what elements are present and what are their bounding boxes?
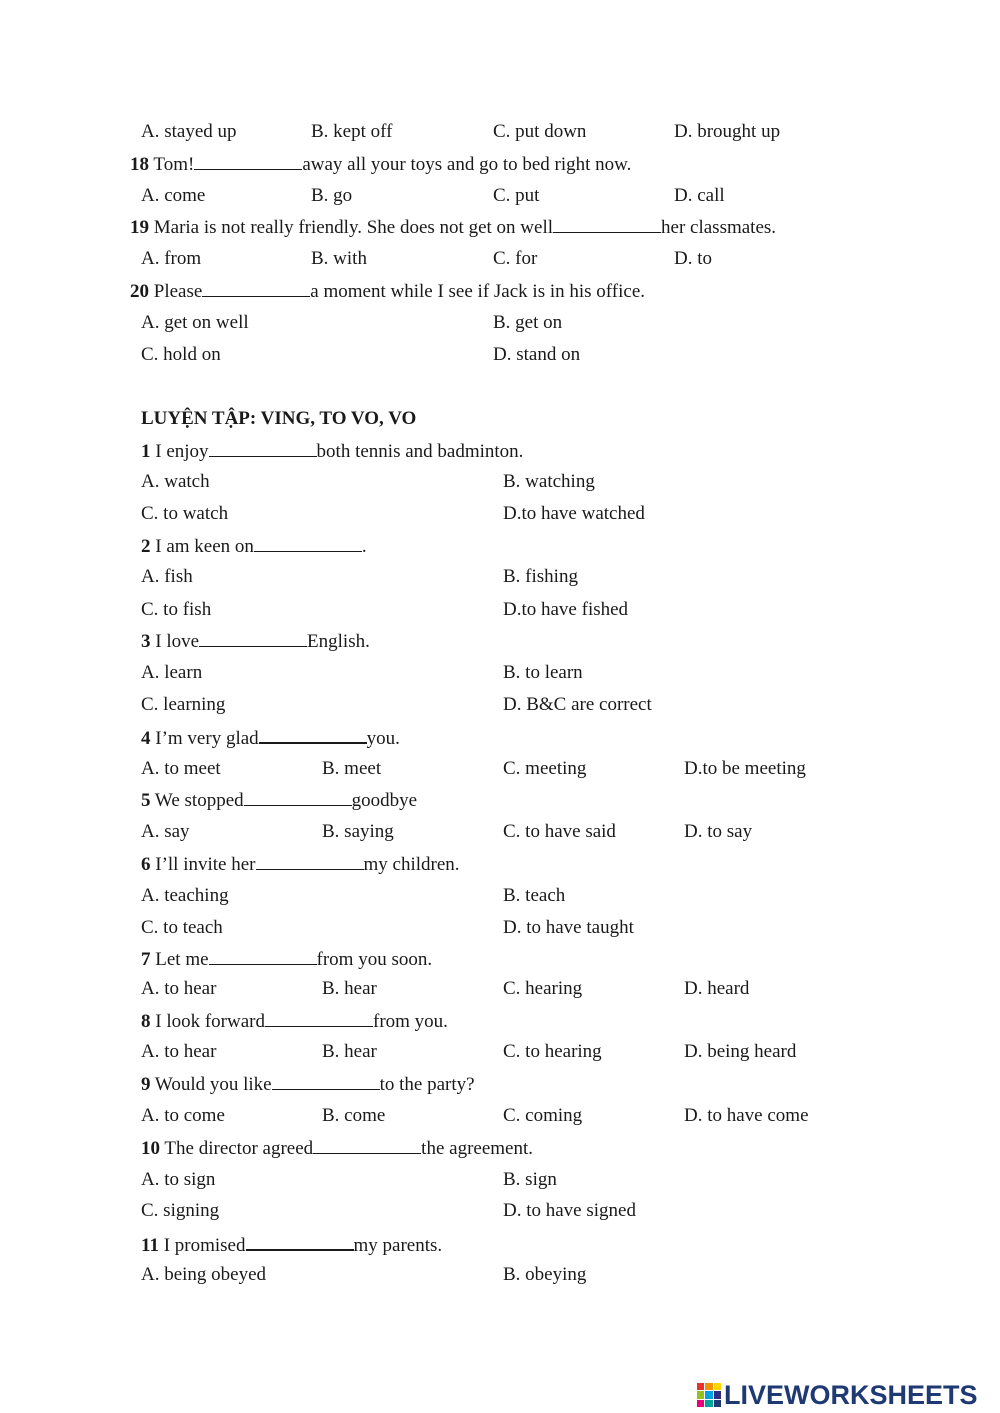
- question-text: I love: [155, 631, 200, 652]
- question-number: 1: [141, 441, 151, 462]
- question-text: from you soon.: [316, 949, 433, 970]
- question-number: 7: [141, 949, 151, 970]
- option-b: B. come: [322, 1105, 386, 1126]
- liveworksheets-logo: [697, 1380, 978, 1410]
- option-b: B. watching: [503, 471, 595, 492]
- option-a: A. fish: [141, 566, 193, 587]
- option-b: B. with: [311, 248, 367, 269]
- question-text: Please: [153, 281, 203, 302]
- option-b: B. hear: [322, 978, 377, 999]
- answer-blank[interactable]: [265, 1010, 373, 1027]
- answer-blank[interactable]: [209, 948, 317, 965]
- answer-blank[interactable]: [259, 726, 367, 744]
- answer-blank[interactable]: [194, 153, 302, 170]
- option-c: C. to teach: [141, 917, 223, 938]
- option-d: D. B&C are correct: [503, 694, 652, 715]
- option-b: B. get on: [493, 312, 563, 333]
- question-19: [130, 216, 776, 239]
- option-b: B. go: [311, 185, 353, 206]
- question-text: I promised: [163, 1235, 246, 1256]
- option-a: A. to come: [141, 1105, 225, 1126]
- answer-blank[interactable]: [553, 216, 661, 233]
- question-text: .: [361, 536, 367, 557]
- logo-square: [697, 1400, 704, 1407]
- question-number: 19: [130, 217, 149, 238]
- option-a: A. from: [141, 248, 202, 269]
- option-a: A. to meet: [141, 758, 221, 779]
- logo-square: [714, 1400, 721, 1407]
- option-d: D. to have taught: [503, 917, 634, 938]
- question-text: my children.: [363, 854, 460, 875]
- answer-blank[interactable]: [202, 280, 310, 297]
- question-5: [141, 789, 417, 812]
- option-b: B. meet: [322, 758, 382, 779]
- option-b: B. kept off: [311, 121, 393, 142]
- question-number: 3: [141, 631, 151, 652]
- question-3: [141, 630, 370, 653]
- option-c: C. to hearing: [503, 1041, 602, 1062]
- question-text: goodbye: [351, 790, 418, 811]
- answer-blank[interactable]: [256, 853, 364, 870]
- question-number: 10: [141, 1138, 160, 1159]
- option-d: D. stand on: [493, 344, 581, 365]
- question-8: [141, 1010, 448, 1033]
- question-text: I am keen on: [155, 536, 254, 557]
- question-10: [141, 1137, 533, 1160]
- option-d: D.to be meeting: [684, 758, 806, 779]
- option-a: A. to hear: [141, 1041, 217, 1062]
- section-heading: LUYỆN TẬP: VING, TO VO, VO: [141, 408, 417, 429]
- logo-square: [705, 1391, 712, 1398]
- question-7: [141, 948, 432, 971]
- option-d: D. call: [674, 185, 725, 206]
- question-text: her classmates.: [661, 217, 777, 238]
- question-number: 2: [141, 536, 151, 557]
- option-c: C. to fish: [141, 599, 212, 620]
- option-d: D.to have fished: [503, 599, 629, 620]
- answer-blank[interactable]: [209, 440, 317, 457]
- question-text: English.: [307, 631, 370, 652]
- question-text: my parents.: [353, 1235, 443, 1256]
- option-c: C. to watch: [141, 503, 229, 524]
- option-d: D. to: [674, 248, 712, 269]
- question-text: a moment while I see if Jack is in his office.: [310, 281, 645, 302]
- question-number: 9: [141, 1074, 151, 1095]
- option-a: A. get on well: [141, 312, 249, 333]
- question-11: [141, 1233, 442, 1257]
- answer-blank[interactable]: [246, 1233, 354, 1251]
- question-2: [141, 535, 367, 558]
- question-text: Maria is not really friendly. She does not get on well: [153, 217, 554, 238]
- option-a: A. learn: [141, 662, 203, 683]
- logo-square: [705, 1383, 712, 1390]
- question-number: 6: [141, 854, 151, 875]
- option-c: C. coming: [503, 1105, 583, 1126]
- answer-blank[interactable]: [313, 1137, 421, 1154]
- question-number: 18: [130, 154, 149, 175]
- option-b: B. obeying: [503, 1264, 587, 1285]
- question-text: from you.: [373, 1011, 448, 1032]
- question-text: the agreement.: [421, 1138, 534, 1159]
- question-number: 20: [130, 281, 149, 302]
- question-1: [141, 440, 523, 463]
- question-9: [141, 1073, 475, 1096]
- option-a: A. say: [141, 821, 190, 842]
- question-18: [130, 153, 631, 176]
- question-text: to the party?: [379, 1074, 475, 1095]
- question-text: Let me: [155, 949, 209, 970]
- option-c: C. to have said: [503, 821, 616, 842]
- option-d: D. being heard: [684, 1041, 797, 1062]
- question-6: [141, 853, 460, 876]
- option-b: B. saying: [322, 821, 394, 842]
- option-c: C. signing: [141, 1200, 220, 1221]
- option-c: C. put down: [493, 121, 587, 142]
- question-text: I’m very glad: [155, 728, 259, 749]
- option-c: C. put: [493, 185, 540, 206]
- logo-square: [714, 1383, 721, 1390]
- logo-square: [714, 1391, 721, 1398]
- logo-square: [697, 1383, 704, 1390]
- question-text: you.: [366, 728, 400, 749]
- question-number: 8: [141, 1011, 151, 1032]
- question-number: 4: [141, 728, 151, 749]
- option-a: A. to sign: [141, 1169, 216, 1190]
- option-a: A. to hear: [141, 978, 217, 999]
- option-d: D. heard: [684, 978, 750, 999]
- option-a: A. being obeyed: [141, 1264, 267, 1285]
- answer-blank[interactable]: [254, 535, 362, 552]
- option-a: A. watch: [141, 471, 210, 492]
- option-c: C. hearing: [503, 978, 583, 999]
- question-number: 5: [141, 790, 151, 811]
- option-b: B. teach: [503, 885, 566, 906]
- question-text: I look forward: [155, 1011, 265, 1032]
- option-d: D. to have signed: [503, 1200, 636, 1221]
- question-4: [141, 726, 400, 750]
- option-a: A. stayed up: [141, 121, 237, 142]
- answer-blank[interactable]: [272, 1073, 380, 1090]
- logo-square: [697, 1391, 704, 1398]
- option-a: A. come: [141, 185, 206, 206]
- option-c: C. hold on: [141, 344, 221, 365]
- question-number: 11: [141, 1235, 159, 1256]
- option-c: C. learning: [141, 694, 226, 715]
- option-d: D.to have watched: [503, 503, 645, 524]
- answer-blank[interactable]: [244, 789, 352, 806]
- question-text: I’ll invite her: [155, 854, 256, 875]
- question-text: both tennis and badminton.: [316, 441, 524, 462]
- option-d: D. to say: [684, 821, 753, 842]
- answer-blank[interactable]: [199, 630, 307, 647]
- question-text: We stopped: [154, 790, 244, 811]
- option-b: B. fishing: [503, 566, 578, 587]
- option-b: B. sign: [503, 1169, 557, 1190]
- logo-grid-icon: [697, 1383, 721, 1407]
- question-text: The director agreed: [164, 1138, 314, 1159]
- option-d: D. brought up: [674, 121, 781, 142]
- option-b: B. to learn: [503, 662, 583, 683]
- question-text: I enjoy: [155, 441, 209, 462]
- option-c: C. meeting: [503, 758, 587, 779]
- logo-text: LIVEWORKSHEETS: [724, 1379, 978, 1410]
- option-b: B. hear: [322, 1041, 377, 1062]
- question-text: Would you like: [154, 1074, 272, 1095]
- question-text: away all your toys and go to bed right now.: [302, 154, 632, 175]
- question-text: Tom!: [153, 154, 195, 175]
- option-d: D. to have come: [684, 1105, 809, 1126]
- option-a: A. teaching: [141, 885, 229, 906]
- logo-square: [705, 1400, 712, 1407]
- option-c: C. for: [493, 248, 538, 269]
- question-20: [130, 280, 645, 303]
